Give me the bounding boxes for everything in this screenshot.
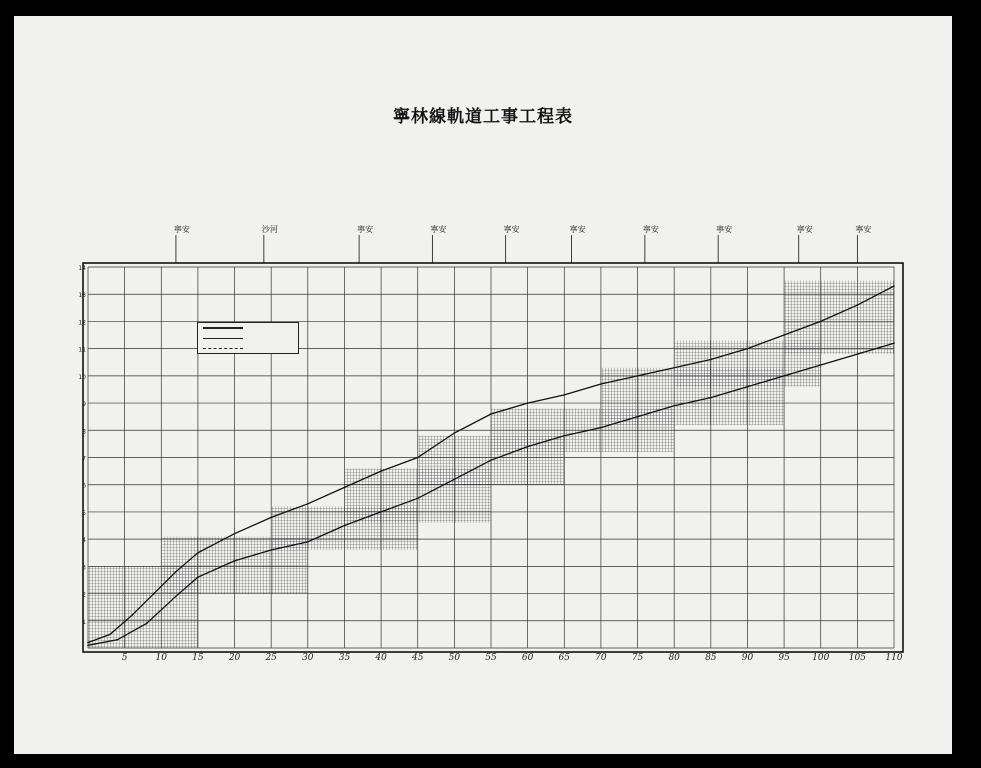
- series-point: [673, 367, 675, 369]
- series-point: [175, 595, 177, 597]
- series-point: [527, 402, 529, 404]
- x-tick-label: 95: [778, 653, 790, 663]
- x-tick-label: 45: [412, 653, 424, 663]
- series-point: [109, 634, 111, 636]
- y-tick-label: 14: [78, 265, 86, 272]
- x-tick-label: 5: [121, 653, 128, 663]
- series-point: [117, 639, 119, 641]
- series-point: [234, 560, 236, 562]
- drawing-sheet: [14, 16, 952, 754]
- series-point: [747, 386, 749, 388]
- y-tick-label: 6: [82, 482, 86, 490]
- series-point: [563, 394, 565, 396]
- series-point: [747, 348, 749, 350]
- series-point: [820, 321, 822, 323]
- station-label: 寧安: [503, 225, 520, 234]
- series-point: [783, 334, 785, 336]
- series-point: [783, 375, 785, 377]
- series-point: [270, 517, 272, 519]
- series-point: [857, 353, 859, 355]
- series-point: [857, 304, 859, 306]
- x-tick-label: 30: [302, 653, 314, 663]
- x-tick-label: 70: [595, 653, 607, 663]
- series-point: [380, 511, 382, 513]
- station-label: 寧安: [357, 225, 374, 234]
- y-tick-label: 2: [82, 591, 86, 599]
- series-point: [710, 359, 712, 361]
- series-point: [307, 541, 309, 543]
- chart-svg: [14, 16, 952, 754]
- station-label: 寧安: [796, 225, 813, 234]
- x-tick-label: 25: [265, 653, 277, 663]
- x-tick-label: 75: [631, 653, 644, 663]
- series-point: [344, 525, 346, 527]
- series-point: [600, 427, 602, 429]
- station-label: 寧安: [855, 225, 872, 234]
- series-point: [454, 478, 456, 480]
- y-tick-label: 3: [82, 564, 86, 572]
- series-point: [417, 457, 419, 459]
- legend-row: [198, 333, 298, 343]
- series-point: [600, 383, 602, 385]
- y-tick-label: 4: [82, 537, 86, 545]
- legend-row: [198, 343, 298, 353]
- y-tick-label: 1: [82, 618, 86, 626]
- series-point: [710, 397, 712, 399]
- station-label: 寧安: [642, 225, 659, 234]
- x-tick-label: 85: [705, 653, 717, 663]
- x-tick-label: 110: [885, 653, 903, 663]
- chart-title: 寧林線軌道工事工程表: [393, 107, 573, 127]
- legend-swatch: [203, 338, 243, 339]
- y-tick-label: 10: [78, 373, 86, 381]
- series-point: [490, 413, 492, 415]
- series-point: [637, 375, 639, 377]
- legend-row: [198, 323, 298, 333]
- x-tick-label: 20: [228, 653, 241, 663]
- y-tick-label: 11: [78, 346, 86, 354]
- series-point: [153, 593, 155, 595]
- x-tick-label: 15: [192, 653, 204, 663]
- series-point: [893, 342, 895, 344]
- y-tick-label: 9: [82, 401, 86, 409]
- x-tick-label: 100: [812, 653, 830, 663]
- x-tick-label: 65: [558, 653, 570, 663]
- x-tick-label: 40: [375, 653, 387, 663]
- legend-swatch: [203, 348, 243, 349]
- series-point: [454, 432, 456, 434]
- station-label: 寧安: [716, 225, 733, 234]
- series-point: [197, 552, 199, 554]
- x-tick-label: 90: [741, 653, 754, 663]
- series-point: [234, 533, 236, 535]
- series-point: [175, 571, 177, 573]
- legend-swatch: [203, 327, 243, 329]
- series-point: [131, 615, 133, 617]
- series-point: [637, 416, 639, 418]
- y-tick-label: 8: [82, 428, 86, 436]
- x-tick-label: 10: [155, 653, 167, 663]
- series-point: [87, 642, 89, 644]
- series-point: [527, 446, 529, 448]
- series-point: [380, 470, 382, 472]
- station-label: 沙河: [261, 225, 278, 234]
- series-point: [563, 435, 565, 437]
- y-tick-label: 13: [78, 292, 86, 300]
- legend: [197, 322, 299, 354]
- series-point: [307, 503, 309, 505]
- station-label: 寧安: [569, 225, 586, 234]
- series-point: [270, 549, 272, 551]
- y-tick-label: 12: [78, 319, 86, 327]
- x-tick-label: 35: [338, 653, 351, 663]
- y-tick-label: 5: [82, 509, 86, 517]
- series-point: [197, 576, 199, 578]
- x-tick-label: 80: [668, 653, 680, 663]
- station-label: 寧安: [173, 225, 190, 234]
- series-point: [146, 623, 148, 625]
- station-label: 寧安: [430, 225, 447, 234]
- series-point: [673, 405, 675, 407]
- y-tick-label: 7: [82, 455, 86, 463]
- schedule-band: [784, 281, 894, 354]
- series-point: [820, 364, 822, 366]
- series-point: [87, 644, 89, 646]
- series-point: [490, 459, 492, 461]
- x-tick-label: 60: [521, 653, 534, 663]
- x-tick-label: 50: [448, 653, 461, 663]
- series-point: [893, 285, 895, 287]
- series-point: [344, 487, 346, 489]
- series-point: [417, 498, 419, 500]
- x-tick-label: 55: [485, 653, 497, 663]
- x-tick-label: 105: [848, 653, 866, 663]
